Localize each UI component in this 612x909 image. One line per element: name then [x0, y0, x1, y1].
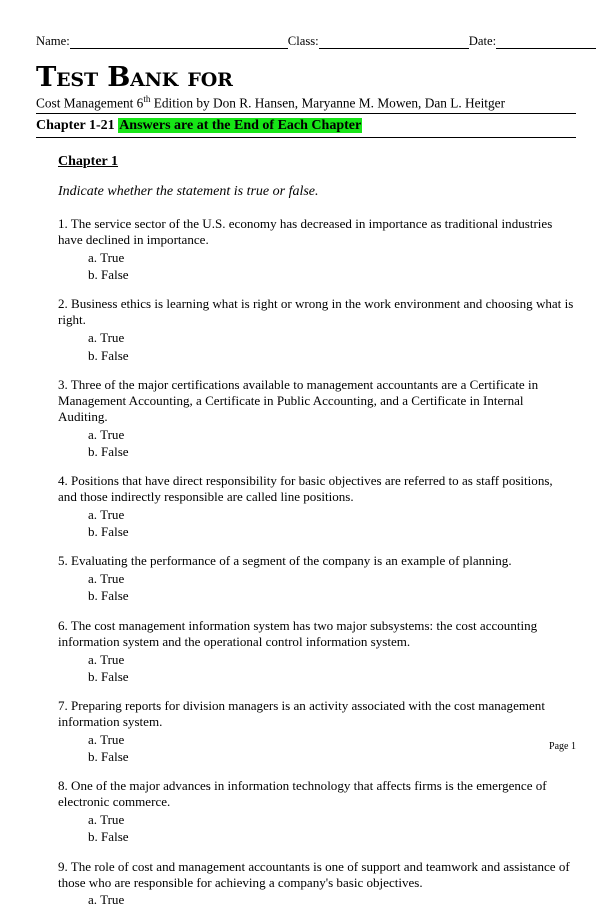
question-block	[58, 778, 576, 845]
name-input-line[interactable]	[70, 37, 288, 49]
subtitle-text-post: Edition by Don R. Hansen, Maryanne M. Mowen, Dan L. Heitger	[150, 95, 506, 111]
document-title: Test Bank for	[36, 61, 233, 93]
question-block	[58, 296, 576, 363]
answer-option[interactable]: b. False	[88, 668, 129, 684]
question-text: 8. One of the major advances in information technology that affects firms is the emergence of electronic commerce.	[58, 778, 547, 810]
question-block	[58, 473, 576, 540]
answer-option[interactable]: b. False	[88, 588, 129, 604]
answer-option[interactable]: b. False	[88, 829, 129, 845]
question-text: 9. The role of cost and management accountants is one of support and teamwork and assistance of those who are responsible for achieving a company's basic objectives.	[58, 858, 570, 890]
page-number: Page 1	[549, 741, 576, 752]
answer-option[interactable]: a. True	[88, 571, 125, 587]
chapter-heading: Chapter 1	[58, 154, 119, 170]
chapter-range-label: Chapter 1-21	[36, 118, 115, 134]
question-text: 4. Positions that have direct responsibility for basic objectives are referred to as staff positions, and those indirectly responsible are called line positions.	[58, 472, 553, 504]
question-text: 5. Evaluating the performance of a segment of the company is an example of planning.	[58, 553, 512, 569]
question-block	[58, 377, 576, 460]
class-field-group	[288, 34, 469, 49]
answer-option[interactable]: a. True	[88, 426, 125, 442]
date-label: Date:	[468, 34, 497, 48]
answer-option[interactable]: b. False	[88, 443, 129, 459]
answer-option[interactable]: a. True	[88, 651, 125, 667]
date-input-line[interactable]	[496, 37, 596, 49]
subtitle-text-pre: Cost Management 6	[36, 95, 144, 111]
answer-option[interactable]: b. False	[88, 524, 129, 540]
question-text: 7. Preparing reports for division managers is an activity associated with the cost management information system.	[58, 698, 545, 729]
question-text: 2. Business ethics is learning what is right or wrong in the work environment and choosing what is right.	[58, 296, 574, 328]
question-block	[58, 859, 576, 909]
subtitle-ordinal-suffix: th	[143, 93, 151, 104]
question-text: 6. The cost management information system has two major subsystems: the cost accounting information system and the operational control information system.	[58, 617, 538, 649]
answer-option[interactable]: a. True	[88, 506, 125, 522]
question-text: 1. The service sector of the U.S. economy has decreased in importance as traditional industries have declined in importance.	[58, 216, 553, 248]
question-text: 3. Three of the major certifications available to management accountants are a Certificate in Management Accounting, a Certificate in Public Accounting, and a Certificate in Internal Auditing.	[58, 376, 539, 424]
question-block	[58, 698, 576, 765]
name-field-group	[36, 34, 288, 49]
date-field-group	[469, 34, 596, 49]
document-subtitle	[36, 94, 576, 114]
question-block	[58, 618, 576, 685]
answer-option[interactable]: b. False	[88, 267, 129, 283]
answer-option[interactable]: a. True	[88, 249, 125, 265]
answer-option[interactable]: a. True	[88, 330, 125, 346]
instruction-text: Indicate whether the statement is true or false.	[58, 184, 319, 200]
answer-option[interactable]: a. True	[88, 892, 125, 908]
chapter-range-line	[36, 118, 576, 138]
class-input-line[interactable]	[319, 37, 469, 49]
name-label: Name:	[36, 34, 70, 48]
student-info-header	[36, 34, 576, 49]
answer-option[interactable]: a. True	[88, 731, 125, 747]
question-block	[58, 553, 576, 604]
answer-option[interactable]: a. True	[88, 812, 125, 828]
question-block	[58, 216, 576, 283]
answer-option[interactable]: b. False	[88, 347, 129, 363]
answer-option[interactable]: b. False	[88, 749, 129, 765]
answers-note: Answers are at the End of Each Chapter	[119, 118, 362, 134]
class-label: Class:	[287, 34, 319, 48]
